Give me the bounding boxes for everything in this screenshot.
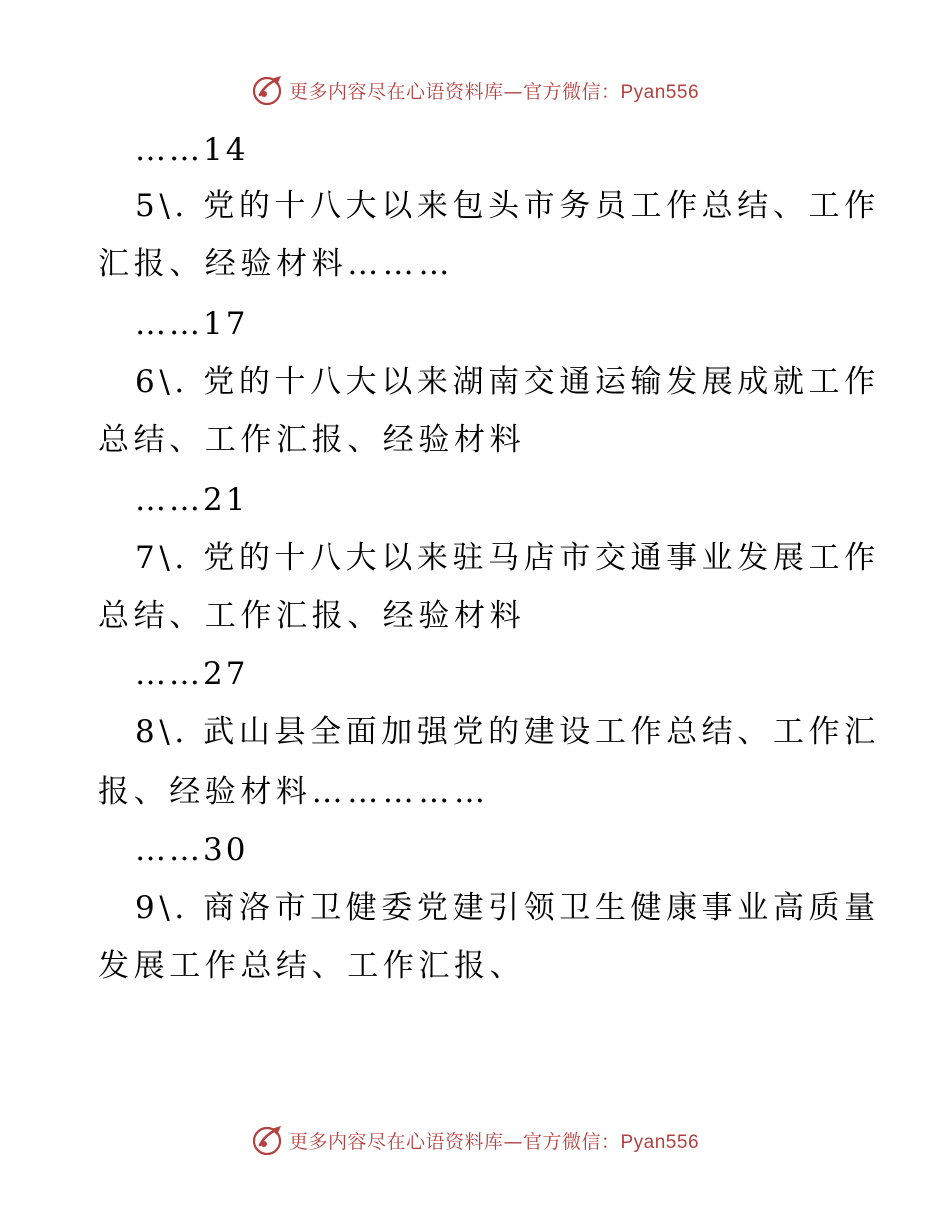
toc-entry-title: 7\. 党的十八大以来驻马店市交通事业发展工作 [135,540,880,576]
footer-site-text: 更多内容尽在心语资料库—官方微信： [288,1130,621,1153]
toc-page-number: ……14 [135,132,249,168]
toc-entry-continuation: 汇报、经验材料……… [98,246,454,282]
toc-entry-title: 5\. 党的十八大以来包头市务员工作总结、工作 [135,188,880,224]
footer-banner [0,1120,950,1160]
header-banner [0,70,950,110]
toc-entry-continuation: 发展工作总结、工作汇报、 [98,948,526,984]
toc-entry-continuation: 总结、工作汇报、经验材料 [98,598,526,634]
toc-page-number: ……27 [135,656,249,692]
toc-entry-title: 9\. 商洛市卫健委党建引领卫生健康事业高质量 [135,890,880,926]
footer-text [289,1127,699,1154]
toc-entry-title: 8\. 武山县全面加强党的建设工作总结、工作汇 [135,714,880,750]
pen-logo-icon [251,73,285,107]
pen-logo-icon [251,1123,285,1157]
header-site-text: 更多内容尽在心语资料库—官方微信： [288,80,621,103]
toc-entry-title: 6\. 党的十八大以来湖南交通运输发展成就工作 [135,364,880,400]
header-wechat-id: Pyan556 [620,81,700,103]
toc-page-number: ……17 [135,306,249,342]
toc-page-number: ……21 [135,482,249,518]
header-text [289,77,699,104]
toc-page-number: ……30 [135,832,249,868]
footer-wechat-id: Pyan556 [620,1131,700,1153]
toc-entry-continuation: 总结、工作汇报、经验材料 [98,422,526,458]
toc-entry-continuation: 报、经验材料…………… [98,774,490,810]
